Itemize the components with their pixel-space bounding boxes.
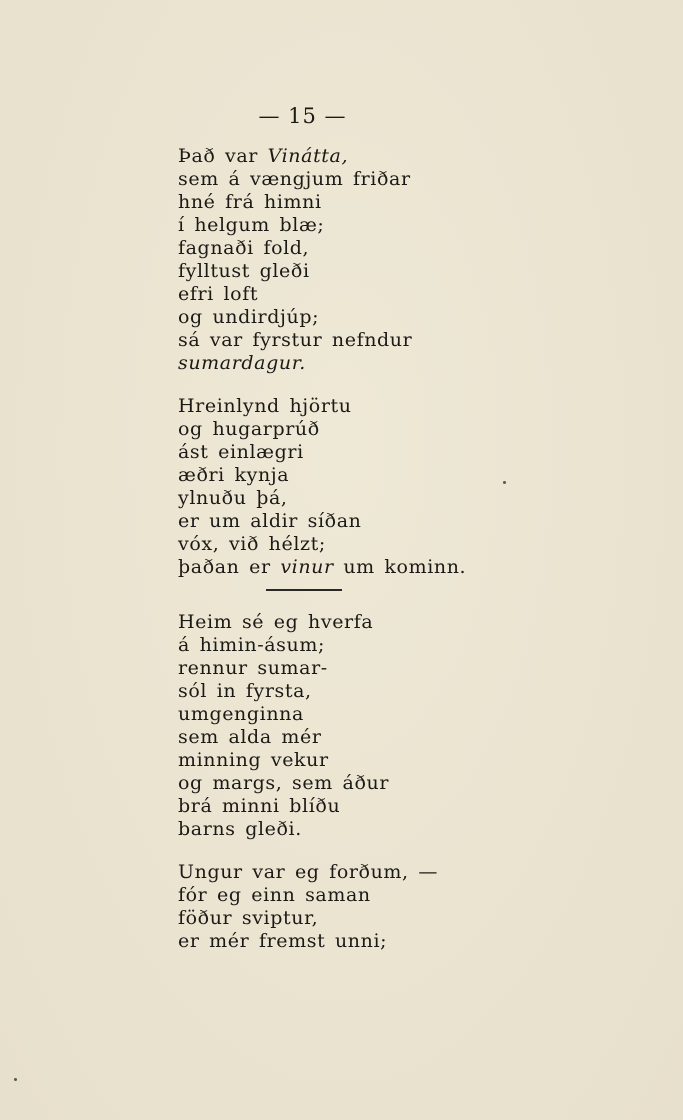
poem-line: sumardagur. (178, 352, 306, 374)
stanza-gap (178, 841, 658, 861)
poem-line: Það var Vinátta, (178, 145, 349, 167)
stanza-3 (178, 611, 658, 841)
poem-line: hné frá himni (178, 191, 322, 213)
poem-line: Hreinlynd hjörtu (178, 395, 352, 417)
poem-line: umgenginna (178, 703, 304, 725)
poem-line: brá minni blíðu (178, 795, 341, 817)
poem-line: á himin-ásum; (178, 634, 325, 656)
poem-line: og undirdjúp; (178, 306, 320, 328)
poem-line: barns gleði. (178, 818, 302, 840)
poem-line: ást einlægri (178, 441, 304, 463)
paper-speck (503, 481, 506, 484)
poem-line: og margs, sem áður (178, 772, 389, 794)
page-number: — 15 — (258, 104, 347, 128)
stanza-2 (178, 395, 658, 579)
poem-line: er um aldir síðan (178, 510, 362, 532)
poem-line: minning vekur (178, 749, 329, 771)
poem-line: fylltust gleði (178, 260, 310, 282)
stanza-4 (178, 861, 658, 953)
poem-line: æðri kynja (178, 464, 290, 486)
poem-line: fagnaði fold, (178, 237, 310, 259)
poem-line: Heim sé eg hverfa (178, 611, 374, 633)
poem-line: þaðan er vinur um kominn. (178, 556, 467, 578)
poem-line: sól in fyrsta, (178, 680, 312, 702)
poem-line: sá var fyrstur nefndur (178, 329, 413, 351)
poem-line: sem á vængjum friðar (178, 168, 411, 190)
stanza-gap (178, 375, 658, 395)
poem-line: vóx, við hélzt; (178, 533, 326, 555)
stanza-gap (178, 591, 658, 611)
poem-line: Ungur var eg forðum, — (178, 861, 438, 883)
poem-line: fór eg einn saman (178, 884, 371, 906)
poem-body (178, 145, 658, 953)
paper-speck (14, 1078, 17, 1081)
poem-line: sem alda mér (178, 726, 322, 748)
poem-line: rennur sumar- (178, 657, 328, 679)
poem-line: ylnuðu þá, (178, 487, 288, 509)
stanza-1 (178, 145, 658, 375)
poem-line: er mér fremst unni; (178, 930, 388, 952)
poem-line: og hugarprúð (178, 418, 320, 440)
poem-line: föður sviptur, (178, 907, 319, 929)
poem-line: efri loft (178, 283, 259, 305)
poem-line: í helgum blæ; (178, 214, 325, 236)
